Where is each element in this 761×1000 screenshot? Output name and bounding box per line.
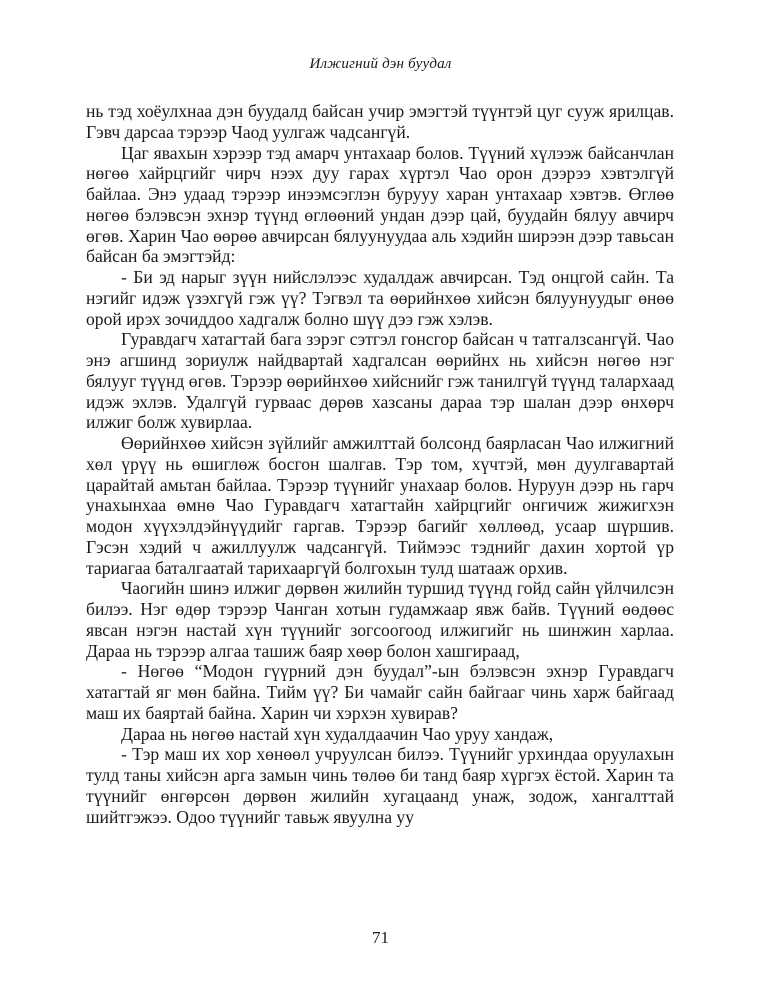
paragraph: Гуравдагч хатагтай бага зэрэг сэтгэл гонсгор байсан ч татгалзсангүй. Чао энэ агшинд зориулж найдвартай хадгалсан өөрийнх нь хийсэн нөгөө нэг бялууг түүнд өгөв. Тэрээр өөрийнхөө хийснийг гэж танилгүй түүнд талархаад идэж эхлэв. Удалгүй гурваас дөрөв хазсаны дараа тэр шалан дээр өнхөрч илжиг болж хувирлаа.	[86, 329, 674, 433]
body-text	[86, 101, 674, 827]
paragraph-continuation: нь тэд хоёулхнаа дэн буудалд байсан учир эмэгтэй түүнтэй цуг сууж ярилцав. Гэвч дарсаа тэрээр Чаод уулгаж чадсангүй.	[86, 101, 674, 142]
paragraph-dialogue: - Тэр маш их хор хөнөөл учруулсан билээ. Түүнийг урхиндаа оруулахын тулд таны хийсэн арга замын чинь төлөө би танд баяр хүргэх ёстой. Харин та түүнийг өнгөрсөн дөрвөн жилийн хугацаанд унаж, зодож, хангалттай шийтгэжээ. Одоо түүнийг тавьж явуулна уу	[86, 744, 674, 827]
paragraph: Цаг явахын хэрээр тэд амарч унтахаар болов. Түүний хүлээж байсанчлан нөгөө хайрцгийг чирч нээх дуу гарах хүртэл Чао орон дээрээ хэвтэлгүй байлаа. Энэ удаад тэрээр инээмсэглэн бурууу харан унтахаар хэвтэв. Өглөө нөгөө бэлэвсэн эхнэр түүнд өглөөний ундан дээр цай, буудайн бялуу авчирч өгөв. Харин Чао өөрөө авчирсан бялуунуудаа аль хэдийн ширээн дээр тавьсан байсан ба эмэгтэйд:	[86, 142, 674, 267]
paragraph: Чаогийн шинэ илжиг дөрвөн жилийн туршид түүнд гойд сайн үйлчилсэн билээ. Нэг өдөр тэрээр Чанган хотын гудамжаар явж байв. Түүний өөдөөс явсан нэгэн настай хүн түүнийг зогсоогоод илжигийг нь шинжин харлаа. Дараа нь тэрээр алгаа ташиж баяр хөөр болон хашгираад,	[86, 578, 674, 661]
paragraph: Өөрийнхөө хийсэн зүйлийг амжилттай болсонд баярласан Чао илжигний хөл үрүү нь өшиглөж босгон шалгав. Тэр том, хүчтэй, мөн дуулгавартай царайтай амьтан байлаа. Тэрээр түүнийг унахаар болов. Нуруун дээр нь гарч унахынхаа өмнө Чао Гуравдагч хатагтайн хайрцгийг онгичиж жижигхэн модон хүүхэлдэйнүүдийг гаргав. Тэрээр багийг хөллөөд, усаар шүршив. Гэсэн хэдий ч ажиллуулж чадсангүй. Тиймээс тэднийг дахин хортой үр тариагаа баталгаатай тарихааргүй болгохын тулд шатааж орхив.	[86, 433, 674, 578]
paragraph-dialogue: - Би эд нарыг зүүн нийслэлээс худалдаж авчирсан. Тэд онцгой сайн. Та нэгийг идэж үзэхгүй гэж үү? Тэгвэл та өөрийнхөө хийсэн бялуунуудыг өнөө орой ирэх зочиддоо хадгалж болно шүү дээ гэж хэлэв.	[86, 267, 674, 329]
running-header: Илжигний дэн буудал	[309, 56, 452, 72]
page-number: 71	[372, 928, 389, 947]
paragraph-dialogue: - Нөгөө “Модон гүүрний дэн буудал”-ын бэлэвсэн эхнэр Гуравдагч хатагтай яг мөн байна. Тийм үү? Би чамайг сайн байгааг чинь харж байгаад маш их баяртай байна. Харин чи хэрхэн хувирав?	[86, 661, 674, 723]
paragraph: Дараа нь нөгөө настай хүн худалдаачин Чао уруу хандаж,	[121, 723, 554, 744]
